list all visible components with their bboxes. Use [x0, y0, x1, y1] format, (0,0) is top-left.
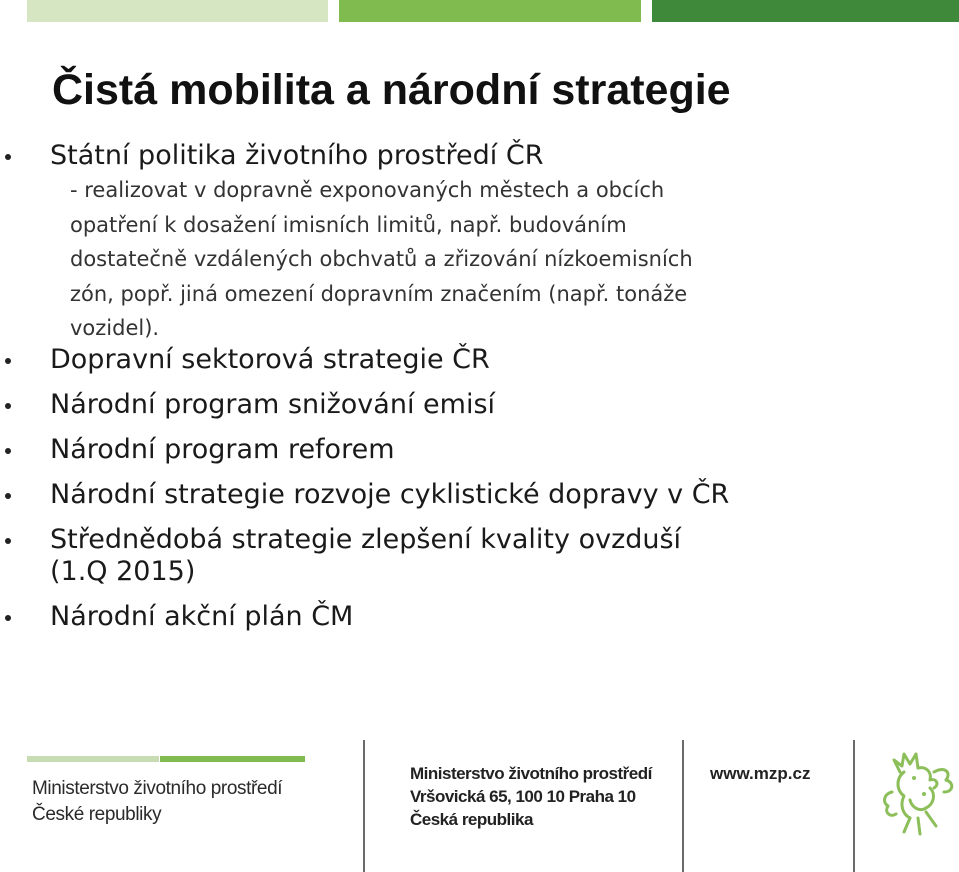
item-label: Národní strategie rozvoje cyklistické dopravy v ČR	[50, 478, 730, 510]
list-item	[0, 140, 959, 172]
slide-title: Čistá mobilita a národní strategie	[52, 66, 731, 114]
website-link[interactable]: www.mzp.cz	[710, 764, 811, 783]
top-band-dark	[652, 0, 959, 22]
top-band-mid	[339, 0, 641, 22]
address-line: Vršovická 65, 100 10 Praha 10	[410, 787, 636, 806]
sub-line: - realizovat v dopravně exponovaných městech a obcích	[70, 178, 665, 202]
footer-divider	[363, 740, 365, 872]
bullet-icon	[5, 493, 11, 499]
ministry-line: České republiky	[32, 804, 162, 825]
ministry-line: Ministerstvo životního prostředí	[32, 778, 283, 799]
item-label: Státní politika životního prostředí ČR	[50, 140, 544, 171]
sub-line: vozidel).	[70, 316, 160, 340]
item-label: Dopravní sektorová strategie ČR	[50, 343, 490, 375]
bullet-icon	[5, 358, 11, 364]
bullet-icon	[5, 154, 11, 160]
sub-line: zón, popř. jiná omezení dopravním značením (např. tonáže	[70, 281, 688, 306]
address-line: Česká republika	[410, 810, 533, 829]
bullet-list	[0, 140, 959, 646]
item-label: Národní program snižování emisí	[50, 388, 496, 420]
footer-divider	[853, 740, 855, 872]
item-label-line: (1.Q 2015)	[50, 555, 196, 587]
ministry-logo-text	[32, 776, 282, 828]
bullet-icon	[5, 538, 11, 544]
bullet-icon	[5, 448, 11, 454]
footer-band-light	[27, 756, 159, 762]
address-block	[410, 762, 652, 831]
list-item	[0, 434, 959, 466]
list-item	[0, 344, 959, 376]
sub-line: opatření k dosažení imisních limitů, např. budováním	[70, 212, 627, 237]
item-label: Národní akční plán ČM	[50, 600, 354, 632]
address-line: Ministerstvo životního prostředí	[410, 764, 652, 783]
list-item	[0, 601, 959, 633]
bullet-icon	[5, 403, 11, 409]
list-item	[0, 524, 959, 588]
bullet-icon	[5, 615, 11, 621]
czech-lion-emblem-icon	[874, 742, 958, 842]
footer-band-mid	[160, 756, 305, 762]
item-label-line: Střednědobá strategie zlepšení kvality ovzduší	[50, 523, 682, 555]
top-band-light	[27, 0, 328, 22]
list-item	[0, 389, 959, 421]
list-item	[0, 479, 959, 511]
item-label: Národní program reforem	[50, 433, 395, 465]
sub-paragraph	[0, 173, 959, 346]
footer-divider	[682, 740, 684, 872]
sub-line: dostatečně vzdálených obchvatů a zřizování nízkoemisních	[70, 247, 693, 271]
